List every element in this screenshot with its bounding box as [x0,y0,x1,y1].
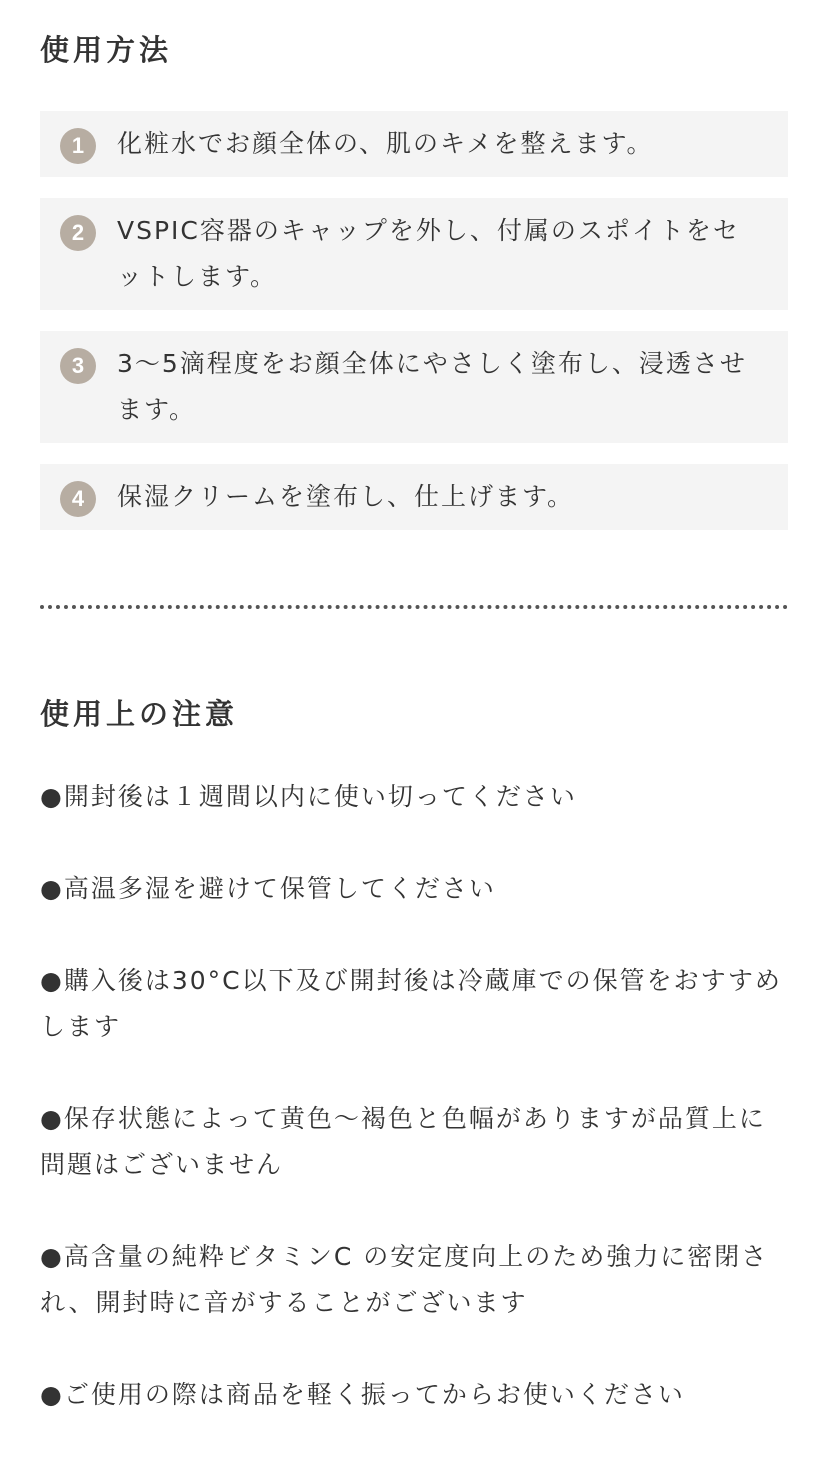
step-number-badge: 3 [60,348,96,384]
caution-note: ●高含量の純粋ビタミンC の安定度向上のため強力に密閉され、開封時に音がすることがございます [40,1242,769,1317]
caution-notes-list [40,774,788,1464]
caution-note: ●保存状態によって黄色〜褐色と色幅がありますが品質上に問題はございません [40,1104,766,1179]
step-text: 化粧水でお顔全体の、肌のキメを整えます。 [117,129,654,158]
usage-step [40,198,788,310]
step-number-badge: 4 [60,481,96,517]
caution-section-title: 使用上の注意 [40,697,239,731]
usage-steps-list [40,111,788,551]
step-text: VSPIC容器のキャップを外し、付属のスポイトをセットします。 [117,216,740,291]
usage-section-title: 使用方法 [40,33,173,67]
step-text: 3〜5滴程度をお顔全体にやさしく塗布し、浸透させます。 [117,349,747,424]
step-number-badge: 1 [60,128,96,164]
caution-note: ●開封後は１週間以内に使い切ってください [40,782,577,811]
step-text: 保湿クリームを塗布し、仕上げます。 [117,482,575,511]
usage-step [40,464,788,530]
step-number-badge: 2 [60,215,96,251]
usage-step [40,331,788,443]
usage-step [40,111,788,177]
caution-note: ●高温多湿を避けて保管してください [40,874,496,903]
caution-note: ●ご使用の際は商品を軽く振ってからお使いください [40,1380,685,1409]
caution-note: ●購入後は30°C以下及び開封後は冷蔵庫での保管をおすすめします [40,966,782,1041]
section-divider [40,605,788,609]
